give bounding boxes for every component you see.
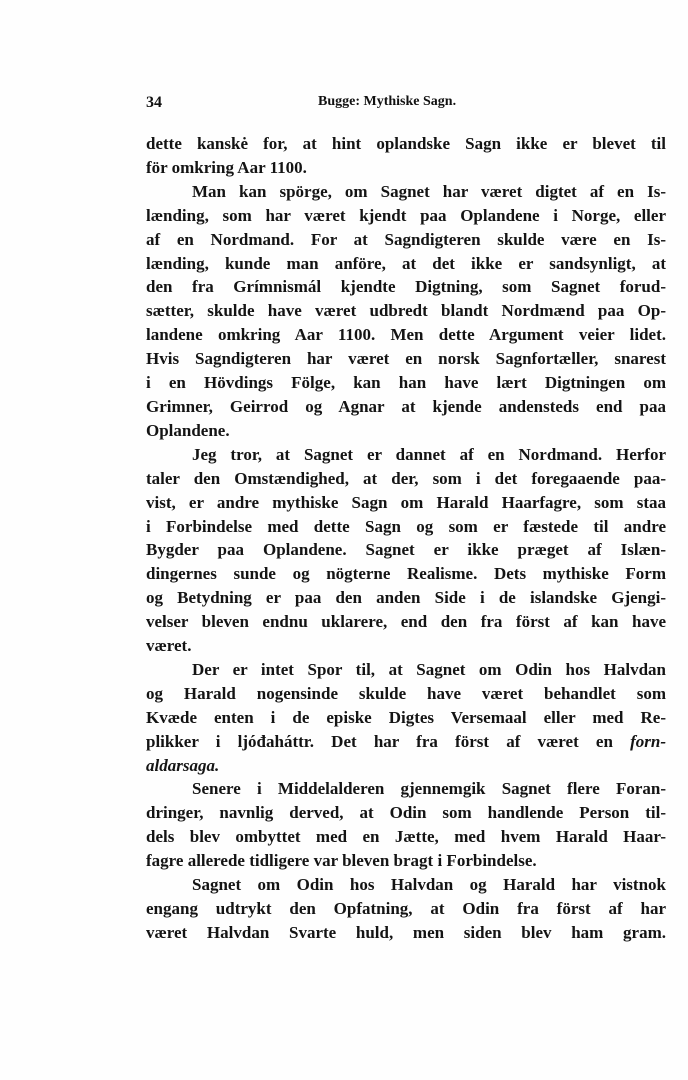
text-line: og Harald nogensinde skulde have været behandlet som xyxy=(146,683,666,703)
text-line: i Forbindelse med dette Sagn og som er fæstede til andre xyxy=(146,516,666,536)
running-title: Bugge: Mythiske Sagn. xyxy=(318,94,457,109)
text-line: af en Nordmand. For at Sagndigteren skulde være en Is- xyxy=(146,229,666,249)
text-line: dels blev ombyttet med en Jætte, med hvem Harald Haar- xyxy=(146,827,666,847)
paragraph-1 xyxy=(146,132,666,180)
text-line: Sagnet om Odin hos Halvdan og Harald har vistnok xyxy=(192,875,666,895)
text-line: Der er intet Spor til, at Sagnet om Odin hos Halvdan xyxy=(192,659,666,679)
text-line: landene omkring Aar 1100. Men dette Argument veier lidet. xyxy=(146,325,666,345)
page-header xyxy=(146,94,666,114)
italic-term: aldarsaga. xyxy=(146,755,220,775)
text-line: i en Hövdings Fölge, kan han have lært Digtningen om xyxy=(146,373,666,393)
text-line: Senere i Middelalderen gjennemgik Sagnet flere Foran- xyxy=(192,779,666,799)
text-line: været Halvdan Svarte huld, men siden blev ham gram. xyxy=(146,922,666,942)
text-line: plikker i ljóđaháttr. Det har fra först af været en xyxy=(146,731,631,751)
text-line: været. xyxy=(146,636,192,656)
text-line: för omkring Aar 1100. xyxy=(146,157,307,177)
text-line: og Betydning er paa den anden Side i de islandske Gjengi- xyxy=(146,588,666,608)
text-line: dringer, navnlig derved, at Odin som handlende Person til- xyxy=(146,803,666,823)
text-line: taler den Omstændighed, at der, som i det foregaaende paa- xyxy=(146,468,666,488)
text-line: dingernes sunde og nögterne Realisme. Dets mythiske Form xyxy=(146,564,666,584)
text-line: Grimner, Geirrod og Agnar at kjende andensteds end paa xyxy=(146,396,666,416)
text-line: Man kan spörge, om Sagnet har været digtet af en Is- xyxy=(192,181,666,201)
italic-term: forn- xyxy=(630,731,666,751)
paragraph-4 xyxy=(146,658,666,778)
text-line: fagre allerede tidligere var bleven bragt i Forbindelse. xyxy=(146,851,537,871)
body-text xyxy=(146,132,666,945)
text-line: Oplandene. xyxy=(146,420,230,440)
paragraph-5 xyxy=(146,777,666,873)
text-line: vist, er andre mythiske Sagn om Harald Haarfagre, som staa xyxy=(146,492,666,512)
page-number: 34 xyxy=(146,94,162,111)
text-line: engang udtrykt den Opfatning, at Odin fra först af har xyxy=(146,899,666,918)
text-line: Bygder paa Oplandene. Sagnet er ikke præget af Islæn- xyxy=(146,540,666,560)
text-line: lænding, kunde man anföre, at det ikke er sandsynligt, at xyxy=(146,253,666,273)
paragraph-3 xyxy=(146,443,666,658)
text-line: velser bleven endnu uklarere, end den fra först af kan have xyxy=(146,612,666,632)
text-line: Kvæde enten i de episke Digtes Versemaal eller med Re- xyxy=(146,707,666,727)
text-line-with-italic xyxy=(146,730,666,754)
text-line: Hvis Sagndigteren har været en norsk Sagnfortæller, snarest xyxy=(146,349,666,369)
text-line: dette kanskė for, at hint oplandske Sagn ikke er blevet til xyxy=(146,134,666,153)
paragraph-6 xyxy=(146,873,666,945)
paragraph-2 xyxy=(146,180,666,443)
text-line: Jeg tror, at Sagnet er dannet af en Nordmand. Herfor xyxy=(192,444,666,464)
text-line: den fra Grímnismál kjendte Digtning, som Sagnet forud- xyxy=(146,277,666,297)
text-line: sætter, skulde have været udbredt blandt Nordmænd paa Op- xyxy=(146,301,666,321)
text-line: lænding, som har været kjendt paa Oplandene i Norge, eller xyxy=(146,205,666,225)
